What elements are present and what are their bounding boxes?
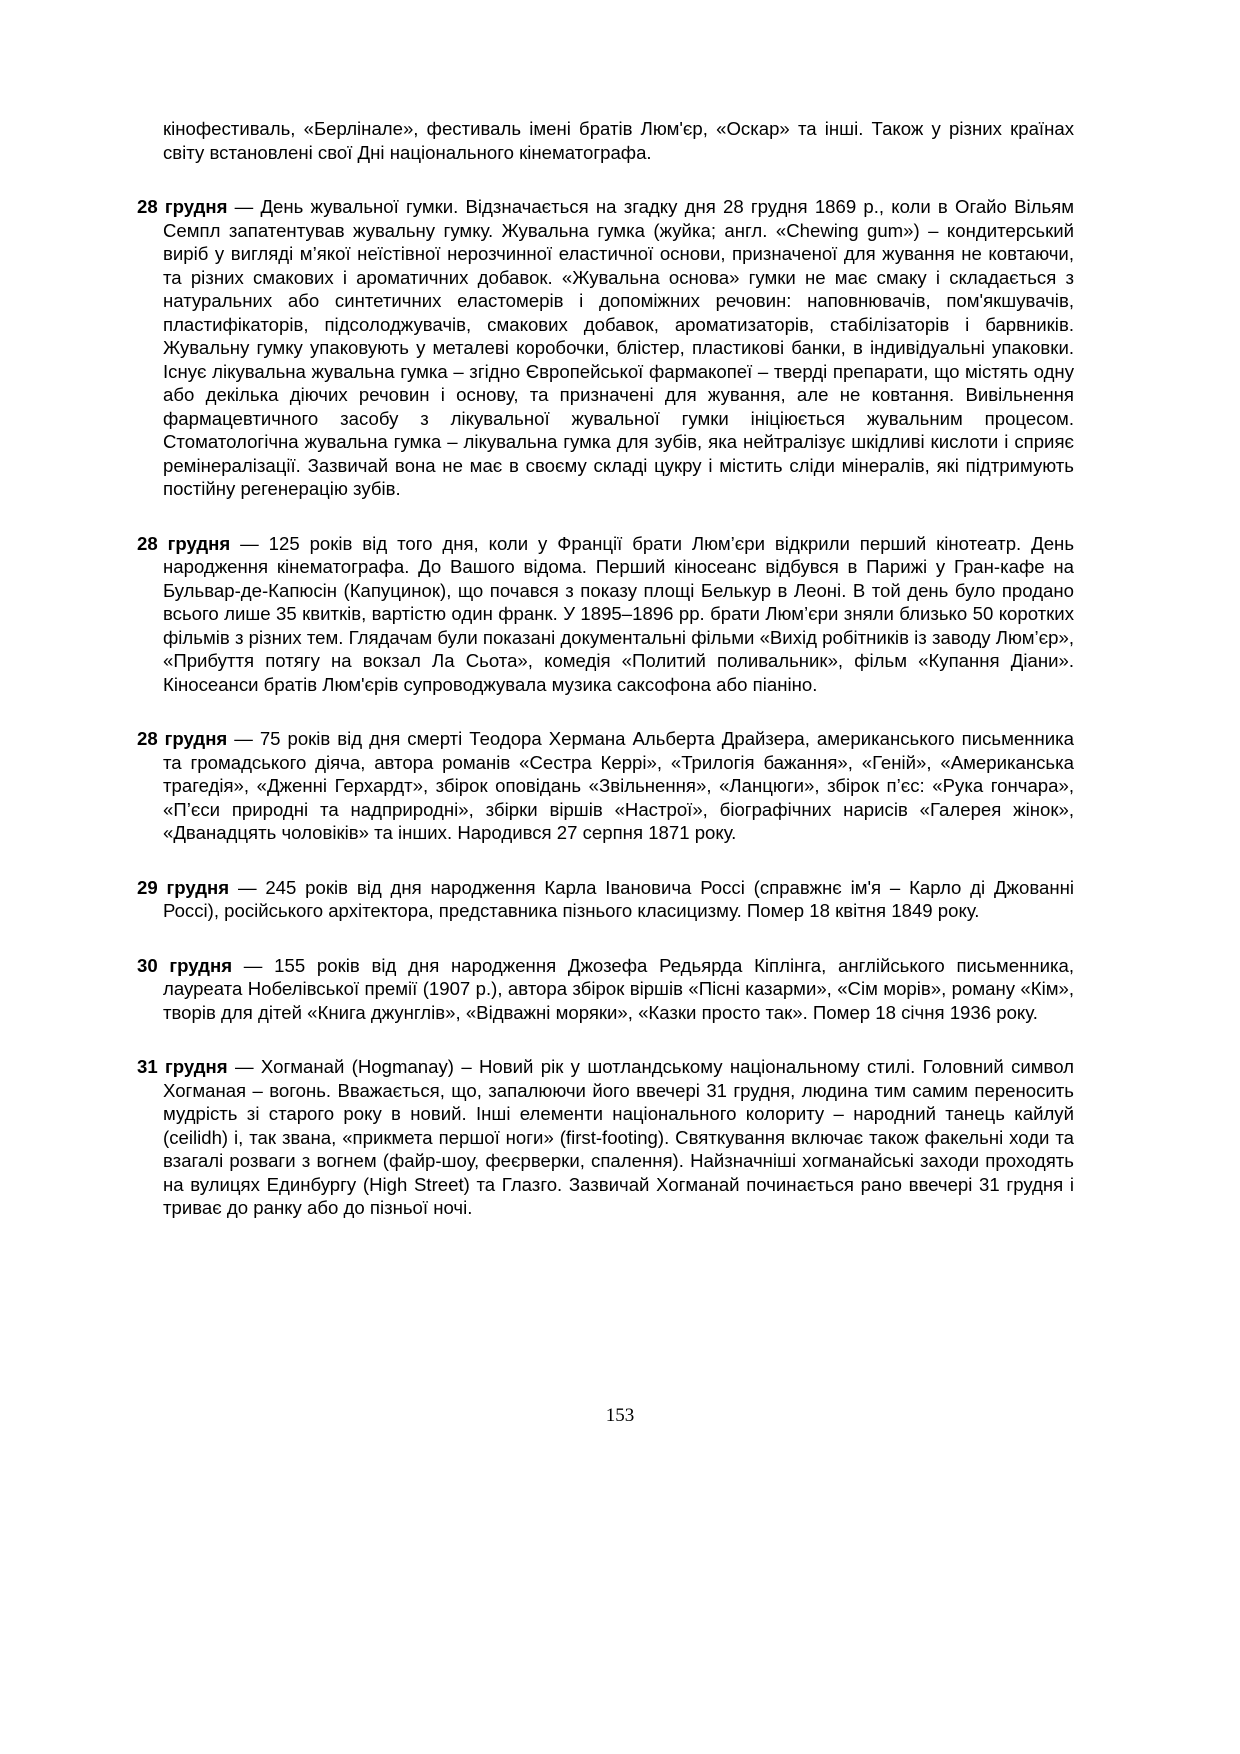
entry-text: — 75 років від дня смерті Теодора Хермана Альберта Драйзера, американського письменника та громадського діяча, автора романів «Сестра Керрі», «Трилогія бажання», «Геній», «Американська трагедія», «Дженні Герхардт», збірок оповідань «Звільнення», «Ланцюги», збірок п’єс: «Рука гончара», «П’єси природні та надприродні», збірки віршів «Настрої», біографічних нарисів «Галерея жінок», «Дванадцять чоловіків» та інших. Народився 27 серпня 1871 року. xyxy=(163,728,1074,843)
entry-dec-30-kipling xyxy=(137,954,1074,1025)
entry-date: 28 грудня xyxy=(137,532,231,554)
entry-text: — 125 років від того дня, коли у Франції брати Люм’єри відкрили перший кінотеатр. День народження кінематографа. До Вашого відома. Перший кіносеанс відбувся в Парижі у Гран-кафе на Бульвар-де-Капюсін (Капуцинок), що почався з показу площі Белькур в Леоні. В той день було продано всього лише 35 квитків, вартістю один франк. У 1895–1896 рр. брати Люм’єри зняли близько 50 коротких фільмів з різних тем. Глядачам були показані документальні фільми «Вихід робітників із заводу Люм’єр», «Прибуття потягу на вокзал Ла Сьота», комедія «Политий поливальник», фільм «Купання Діани». Кіносеанси братів Люм'єрів супроводжувала музика саксофона або піаніно. xyxy=(163,532,1075,695)
entry-dec-31-hogmanay xyxy=(137,1055,1074,1220)
entry-text: — День жувальної гумки. Відзначається на згадку дня 28 грудня 1869 р., коли в Огайо Вільям Семпл запатентував жувальну гумку. Жувальна гумка (жуйка; англ. «Chewing gum») – кондитерський виріб у вигляді м’якої неїстівної нерозчинної еластичної основи, призначеної для жування не ковтаючи, та різних смакових і ароматичних добавок. «Жувальна основа» гумки не має смаку і складається з натуральних або синтетичних еластомерів і допоміжних речовин: наповнювачів, пом'якшувачів, пластифікаторів, підсолоджувачів, смакових добавок, ароматизаторів, стабілізаторів і барвників. Жувальну гумку упаковують у металеві коробочки, блістер, пластикові банки, в індивідуальні упаковки. Існує лікувальна жувальна гумка – згідно Європейської фармакопеї – тверді препарати, що містять одну або декілька діючих речовин і основу, та призначені для жування, але не ковтання. Вивільнення фармацевтичного засобу з лікувальної жувальної гумки ініціюється жувальним процесом. Стоматологічна жувальна гумка – лікувальна гумка для зубів, яка нейтралізує шкідливі кислоти і сприяє ремінералізації. Зазвичай вона не має в своєму складі цукру і містить сліди мінералів, які підтримують постійну регенерацію зубів. xyxy=(163,196,1074,499)
entry-dec-28-dreiser xyxy=(137,727,1074,845)
entry-text: — Хогманай (Hogmanay) – Новий рік у шотландському національному стилі. Головний символ Хогманая – вогонь. Вважається, що, запалюючи його ввечері 31 грудня, людина тим самим переносить мудрість зі старого року в новий. Інші елементи національного колориту – народний танець кайлуй (ceilidh) і, так звана, «прикмета першої ноги» (first-footing). Святкування включає також факельні ходи та взагалі розваги з вогнем (файр-шоу, феєрверки, спалення). Найзначніші хогманайські заходи проходять на вулицях Единбургу (High Street) та Глазго. Зазвичай Хогманай починається рано ввечері 31 грудня і триває до ранку або до пізньої ночі. xyxy=(163,1056,1074,1218)
entry-date: 28 грудня xyxy=(137,196,228,217)
entry-text: — 155 років від дня народження Джозефа Редьярда Кіплінга, англійського письменника, лауреата Нобелівської премії (1907 р.), автора збірок віршів «Пісні казарми», «Сім морів», роману «Кім», творів для дітей «Книга джунглів», «Відважні моряки», «Казки просто так». Помер 18 січня 1936 року. xyxy=(163,954,1075,1023)
continuation-paragraph: кінофестиваль, «Берлінале», фестиваль імені братів Люм'єр, «Оскар» та інші. Також у різних країнах світу встановлені свої Дні національного кінематографа. xyxy=(163,118,1074,163)
entry-text: — 245 років від дня народження Карла Івановича Россі (справжнє ім'я – Карло ді Джованні Россі), російського архітектора, представника пізнього класицизму. Помер 18 квітня 1849 року. xyxy=(163,876,1075,921)
entry-date: 28 грудня xyxy=(137,728,228,749)
document-body xyxy=(137,117,1074,1251)
entry-dec-28-lumiere xyxy=(137,532,1074,697)
entry-date: 30 грудня xyxy=(137,954,233,976)
entry-date: 31 грудня xyxy=(137,1056,228,1077)
entry-dec-28-chewing-gum xyxy=(137,195,1074,501)
page-number: 153 xyxy=(605,1405,635,1426)
entry-dec-29-rossi xyxy=(137,876,1074,923)
entry-date: 29 грудня xyxy=(137,876,230,898)
